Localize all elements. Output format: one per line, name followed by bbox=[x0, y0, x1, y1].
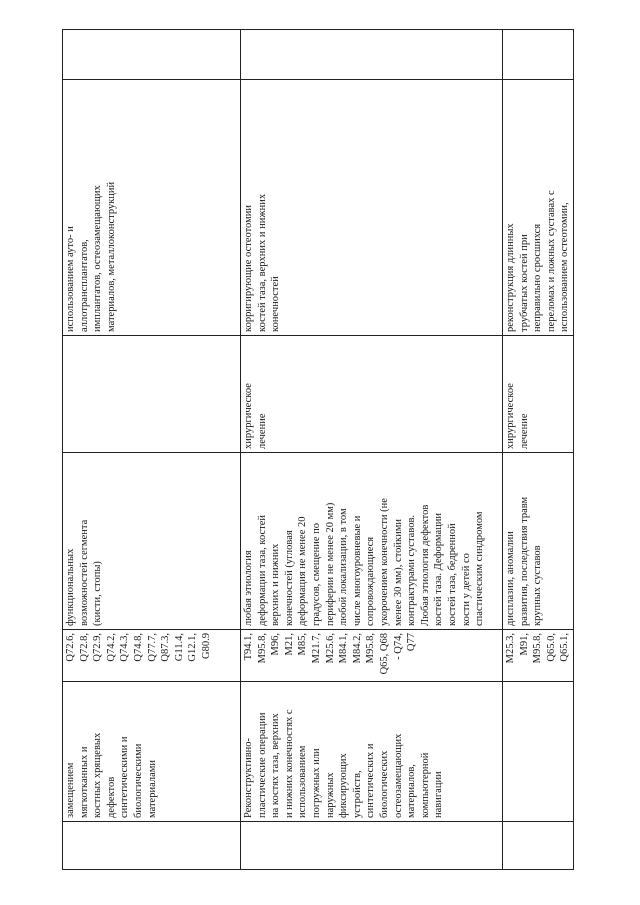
index-cell bbox=[63, 822, 241, 870]
icd-codes-cell: Q72.6, Q72.8, Q72.9, Q74.2, Q74.3, Q74.8, Q77.7, Q87.3, G11.4, G12.1, G80.9 bbox=[63, 630, 241, 682]
icd-codes-cell: M25.3, M91, M95.8, Q65.0, Q65.1, bbox=[503, 630, 574, 682]
method-description-cell: корригирующие остеотомии костей таза, верхних и нижних конечностей bbox=[241, 80, 503, 336]
treatment-type-cell: хирургическое лечение bbox=[503, 336, 574, 453]
method-description-cell: реконструкция длинных трубчатых костей при неправильно сросшихся переломах и ложных суставах с использованием остеотомии, bbox=[503, 80, 574, 336]
method-description-cell: использованием ауто- и аллотрансплантатов, имплантатов, остеозамещающих материалов, металлоконструкций bbox=[63, 80, 241, 336]
diagnosis-cell: дисплазии, аномалии развития, последствия травм крупных суставов bbox=[503, 453, 574, 630]
diagnosis-cell: функциональных возможностей сегмента (кисти, стопы) bbox=[63, 453, 241, 630]
table-row bbox=[63, 30, 241, 870]
table-row bbox=[241, 30, 503, 870]
treatment-type-cell bbox=[63, 336, 241, 453]
cost-cell bbox=[241, 30, 503, 80]
index-cell bbox=[503, 822, 574, 870]
icd-codes-cell: T94.1, M95.8, M96, M21, M85, M21.7, M25.6, M84.1, M84.2, M95.8, Q65, Q68 - Q74, Q77 bbox=[241, 630, 503, 682]
treatment-type-cell: хирургическое лечение bbox=[241, 336, 503, 453]
treatment-methods-table bbox=[62, 29, 574, 870]
method-cell: замещением мягкотканных и костных хрящевых дефектов синтетическими и биологическими материалами bbox=[63, 682, 241, 822]
index-cell bbox=[241, 822, 503, 870]
cost-cell bbox=[503, 30, 574, 80]
diagnosis-cell: любая этиология деформации таза, костей верхних и нижних конечностей (угловая деформация не менее 20 градусов, смещение по периферии не менее 20 мм) любой локализации, в том числе многоуровневые и сопровождающиеся укорочением конечности (не менее 30 мм), стойкими контрактурами суставов. Любая этиология дефектов костей таза. Деформации костей таза, бедренной кости у детей со спастическим синдромом bbox=[241, 453, 503, 630]
table-row bbox=[503, 30, 574, 870]
method-cell bbox=[503, 682, 574, 822]
method-cell: Реконструктивно- пластические операции на костях таза, верхних и нижних конечностях с использованием погружных или наружных фиксирующих устройств, синтетических и биологических остеозамещающих материалов, компьютерной навигации bbox=[241, 682, 503, 822]
cost-cell bbox=[63, 30, 241, 80]
rotated-document-page bbox=[62, 30, 572, 870]
